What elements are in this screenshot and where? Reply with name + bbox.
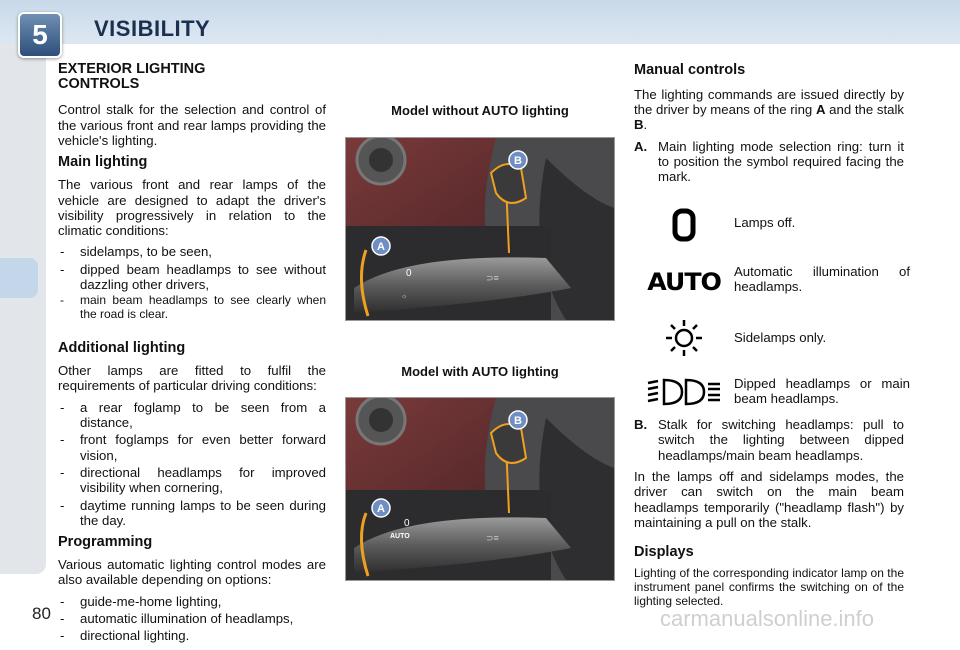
intro-text: The lighting commands are issued directly by the driver by means of the ring bbox=[634, 86, 904, 118]
ring-zero-label: 0 bbox=[404, 518, 410, 529]
left-column bbox=[58, 62, 326, 650]
auto-icon-label: AUTO bbox=[647, 268, 721, 296]
headlamp-flash-paragraph: In the lamps off and sidelamps modes, the driver can switch on the main beam headlamps temporarily ("headlamp flash") by maintaining a pull on the stalk. bbox=[634, 468, 904, 530]
intro-text: . bbox=[643, 117, 648, 133]
page-heading bbox=[58, 62, 326, 92]
stalk-illustration bbox=[346, 138, 614, 320]
lamps-off-icon bbox=[640, 205, 728, 245]
list-item: - front foglamps for even better forward vision, bbox=[58, 432, 326, 463]
label-a: A bbox=[377, 503, 385, 515]
list-item: - directional lighting. bbox=[58, 628, 326, 643]
additional-lighting-heading: Additional lighting bbox=[58, 340, 186, 357]
page-number: 80 bbox=[32, 604, 51, 623]
ring-auto-label: AUTO bbox=[390, 533, 410, 540]
icon-description: Automatic illumination of headlamps. bbox=[734, 264, 910, 295]
sidelamps-icon bbox=[640, 318, 728, 358]
auto-icon bbox=[640, 262, 728, 302]
additional-lighting-list bbox=[58, 400, 326, 529]
watermark: carmanualsonline.info bbox=[660, 606, 875, 631]
chapter-tab[interactable] bbox=[0, 258, 38, 298]
stalk-illustration bbox=[346, 398, 614, 580]
list-item: - a rear foglamp to be seen from a distance, bbox=[58, 400, 326, 431]
caption-with-auto: Model with AUTO lighting bbox=[401, 364, 559, 379]
definition-text: Main lighting mode selection ring: turn it to position the symbol required facing the mark. bbox=[658, 138, 904, 185]
label-b: B bbox=[514, 155, 522, 167]
ring-zero-label: 0 bbox=[406, 268, 412, 279]
intro-stalk-ref: B bbox=[634, 117, 644, 133]
intro-paragraph: Control stalk for the selection and control of the various front and rear lamps providing the vehicle's lighting. bbox=[58, 102, 326, 149]
icon-description: Sidelamps only. bbox=[734, 330, 827, 345]
label-b: B bbox=[514, 415, 522, 427]
stalk-photo-without-auto bbox=[345, 137, 615, 321]
right-column-top bbox=[634, 62, 904, 191]
programming-heading: Programming bbox=[58, 534, 153, 551]
list-item: - daytime running lamps to be seen during the day. bbox=[58, 498, 326, 529]
page-heading-line2: CONTROLS bbox=[58, 76, 140, 93]
icon-description: Lamps off. bbox=[734, 215, 796, 230]
main-lighting-list bbox=[58, 244, 326, 322]
manual-controls-intro bbox=[634, 87, 904, 133]
programming-list bbox=[58, 594, 326, 644]
right-column-bottom bbox=[634, 417, 904, 615]
displays-heading: Displays bbox=[634, 544, 694, 561]
list-item: - main beam headlamps to see clearly when the road is clear. bbox=[58, 294, 326, 322]
definition-key: A. bbox=[634, 138, 648, 154]
icon-description: Dipped headlamps or main beam headlamps. bbox=[734, 376, 910, 407]
definition-text: Stalk for switching headlamps: pull to switch the lighting between dipped headlamps/main beam headlamps. bbox=[658, 417, 904, 463]
stalk-beam-symbol: ⊃≡ bbox=[486, 533, 499, 543]
stalk-beam-symbol: ⊃≡ bbox=[486, 273, 499, 283]
ring-lamp-symbol: ☼ bbox=[401, 293, 408, 300]
definition-a bbox=[634, 139, 904, 185]
displays-text: Lighting of the corresponding indicator lamp on the instrument panel confirms the switching on of the lighting selected. bbox=[634, 566, 904, 608]
stalk-photo-with-auto bbox=[345, 397, 615, 581]
main-lighting-text: The various front and rear lamps of the vehicle are designed to adapt the driver's visibility progressively in relation to the climatic conditions: bbox=[58, 177, 326, 239]
intro-ring-ref: A bbox=[815, 102, 826, 118]
section-title: VISIBILITY bbox=[94, 16, 211, 41]
list-item: - dipped beam headlamps to see without dazzling other drivers, bbox=[58, 262, 326, 293]
list-item: - automatic illumination of headlamps, bbox=[58, 611, 326, 626]
label-a: A bbox=[377, 241, 385, 253]
list-item: - sidelamps, to be seen, bbox=[58, 244, 326, 259]
list-item: - directional headlamps for improved visibility when cornering, bbox=[58, 465, 326, 496]
side-strip bbox=[0, 44, 46, 574]
definition-key: B. bbox=[634, 417, 648, 432]
caption-without-auto: Model without AUTO lighting bbox=[391, 103, 569, 118]
manual-controls-heading: Manual controls bbox=[634, 62, 746, 78]
definition-b bbox=[634, 417, 904, 463]
intro-text: and the stalk bbox=[825, 102, 904, 118]
main-lighting-heading: Main lighting bbox=[58, 154, 148, 171]
headlamps-icon bbox=[640, 372, 728, 412]
additional-lighting-text: Other lamps are fitted to fulfil the requirements of particular driving conditions: bbox=[58, 363, 326, 394]
page-heading-line1: EXTERIOR LIGHTING bbox=[58, 61, 206, 77]
list-item: - guide-me-home lighting, bbox=[58, 594, 326, 609]
programming-text: Various automatic lighting control modes are also available depending on options: bbox=[58, 556, 326, 588]
chapter-number-badge: 5 bbox=[18, 12, 62, 58]
